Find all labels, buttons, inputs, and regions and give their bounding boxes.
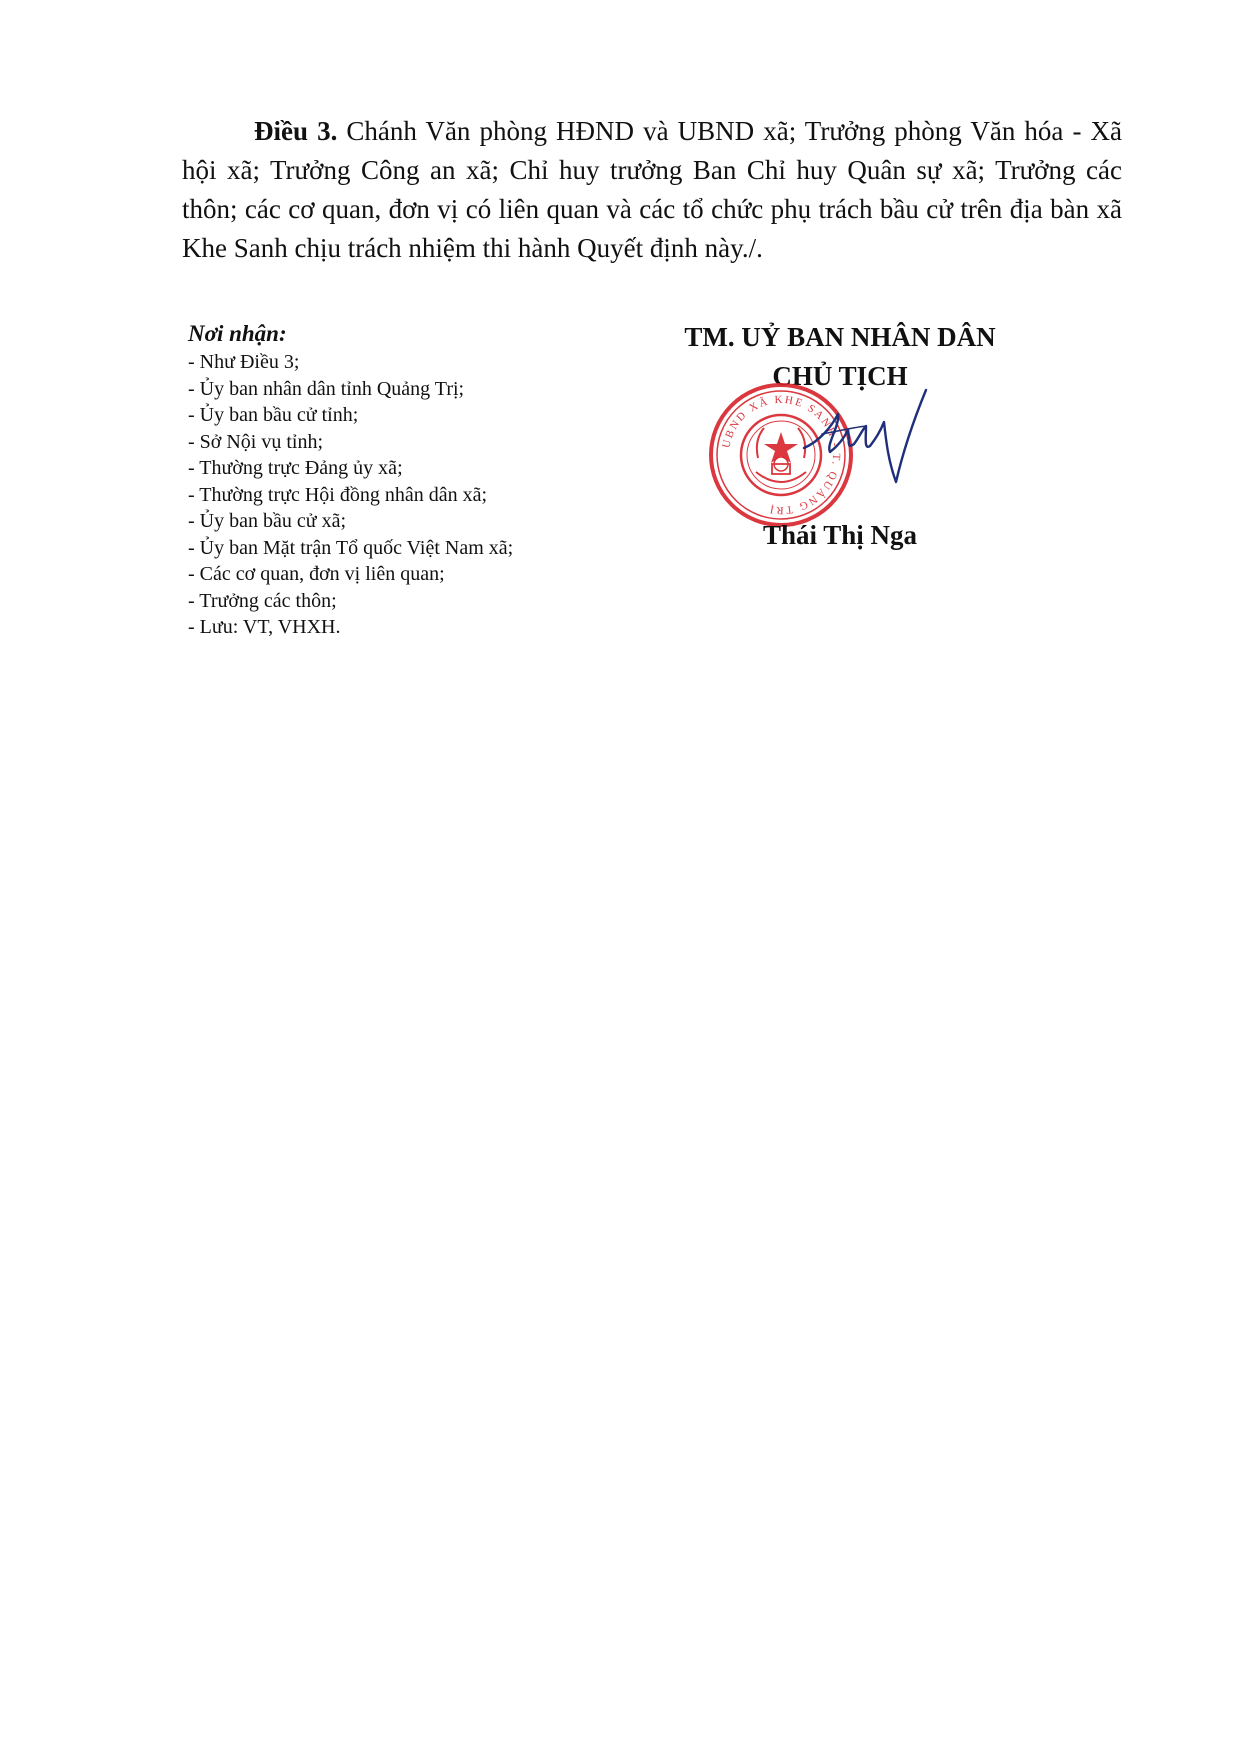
handwritten-signature xyxy=(800,386,930,496)
recipient-item: - Ủy ban Mặt trận Tổ quốc Việt Nam xã; xyxy=(188,536,514,559)
signing-organization: TM. UỶ BAN NHÂN DÂN xyxy=(684,322,996,352)
recipient-item: - Ủy ban nhân dân tỉnh Quảng Trị; xyxy=(188,377,465,400)
recipient-item: - Sở Nội vụ tỉnh; xyxy=(188,430,324,453)
recipient-item: - Thường trực Hội đồng nhân dân xã; xyxy=(188,483,488,506)
article-3 xyxy=(182,112,1122,268)
recipients-block xyxy=(188,319,608,641)
recipient-item: - Trưởng các thôn; xyxy=(188,589,337,612)
signer-position: CHỦ TỊCH xyxy=(772,361,908,391)
recipient-item: - Ủy ban bầu cử xã; xyxy=(188,510,347,532)
recipient-item: - Lưu: VT, VHXH. xyxy=(188,616,341,638)
article-label: Điều 3. xyxy=(254,116,338,146)
recipient-item: - Ủy ban bầu cử tỉnh; xyxy=(188,404,359,426)
recipient-item: - Thường trực Đảng ủy xã; xyxy=(188,457,403,479)
recipient-item: - Như Điều 3; xyxy=(188,351,300,373)
article-text: Chánh Văn phòng HĐND và UBND xã; Trưởng phòng Văn hóa - Xã hội xã; Trưởng Công an xã; Chỉ huy trưởng Ban Chỉ huy Quân sự xã; Trưởng các thôn; các cơ quan, đơn vị có liên quan và các tổ chức phụ trách bầu cử trên địa bàn xã Khe Sanh chịu trách nhiệm thi hành Quyết định này./. xyxy=(182,116,1122,263)
recipients-list xyxy=(188,349,608,641)
seal-text: UBND XÃ KHE SANH - T. QUẢNG TRỊ xyxy=(720,393,843,517)
recipient-item: - Các cơ quan, đơn vị liên quan; xyxy=(188,563,445,585)
signer-name: Thái Thị Nga xyxy=(762,520,918,550)
recipients-title: Nơi nhận: xyxy=(188,321,287,346)
